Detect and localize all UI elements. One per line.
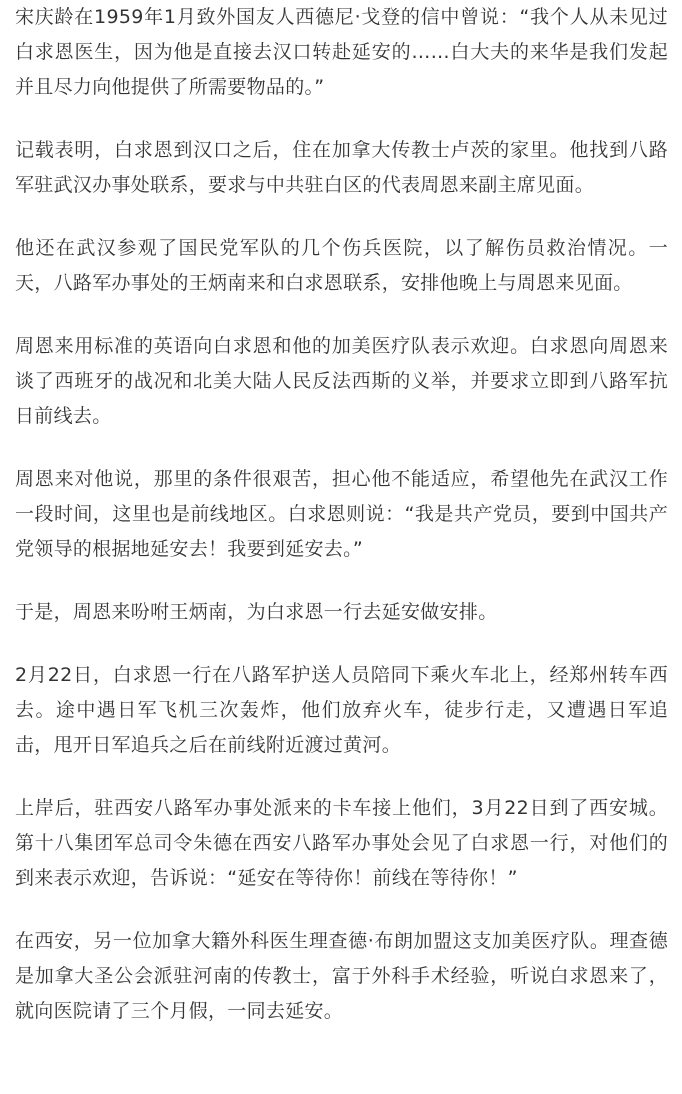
paragraph-arrangement: 于是，周恩来吩咐王炳南，为白求恩一行去延安做安排。 <box>15 601 498 623</box>
paragraph-richard-brown: 在西安，另一位加拿大籍外科医生理查德·布朗加盟这支加美医疗队。理查德是加拿大圣公会派驻河南的传教士，富于外科手术经验，听说白求恩来了，就向医院请了三个月假，一同去延安。 <box>15 930 668 1022</box>
paragraph-zhou-welcome: 周恩来用标准的英语向白求恩和他的加美医疗队表示欢迎。白求恩向周恩来谈了西班牙的战况和北美大陆人民反法西斯的义举，并要求立即到八路军抗日前线去。 <box>15 335 668 427</box>
paragraph-journey-north: 2月22日，白求恩一行在八路军护送人员陪同下乘火车北上，经郑州转车西去。途中遇日军飞机三次轰炸，他们放弃火车，徒步行走，又遭遇日军追击，甩开日军追兵之后在前线附近渡过黄河。 <box>15 664 668 756</box>
paragraph-wuhan-hospitals: 他还在武汉参观了国民党军队的几个伤兵医院，以了解伤员救治情况。一天，八路军办事处的王炳南来和白求恩联系，安排他晚上与周恩来见面。 <box>15 237 668 294</box>
paragraph-soong-ching-ling-letter: 宋庆龄在1959年1月致外国友人西德尼·戈登的信中曾说：“我个人从未见过白求恩医生，因为他是直接去汉口转赴延安的……白大夫的来华是我们发起并且尽力向他提供了所需要物品的。” <box>15 6 668 98</box>
paragraph-yanan-request: 周恩来对他说，那里的条件很艰苦，担心他不能适应，希望他先在武汉工作一段时间，这里也是前线地区。白求恩则说：“我是共产党员，要到中国共产党领导的根据地延安去！我要到延安去。” <box>15 468 668 560</box>
paragraph-xian-arrival: 上岸后，驻西安八路军办事处派来的卡车接上他们，3月22日到了西安城。第十八集团军总司令朱德在西安八路军办事处会见了白求恩一行，对他们的到来表示欢迎，告诉说：“延安在等待你！前线在等待你！” <box>15 797 668 889</box>
paragraph-hankou-arrival: 记载表明，白求恩到汉口之后，住在加拿大传教士卢茨的家里。他找到八路军驻武汉办事处联系，要求与中共驻白区的代表周恩来副主席见面。 <box>15 139 668 196</box>
